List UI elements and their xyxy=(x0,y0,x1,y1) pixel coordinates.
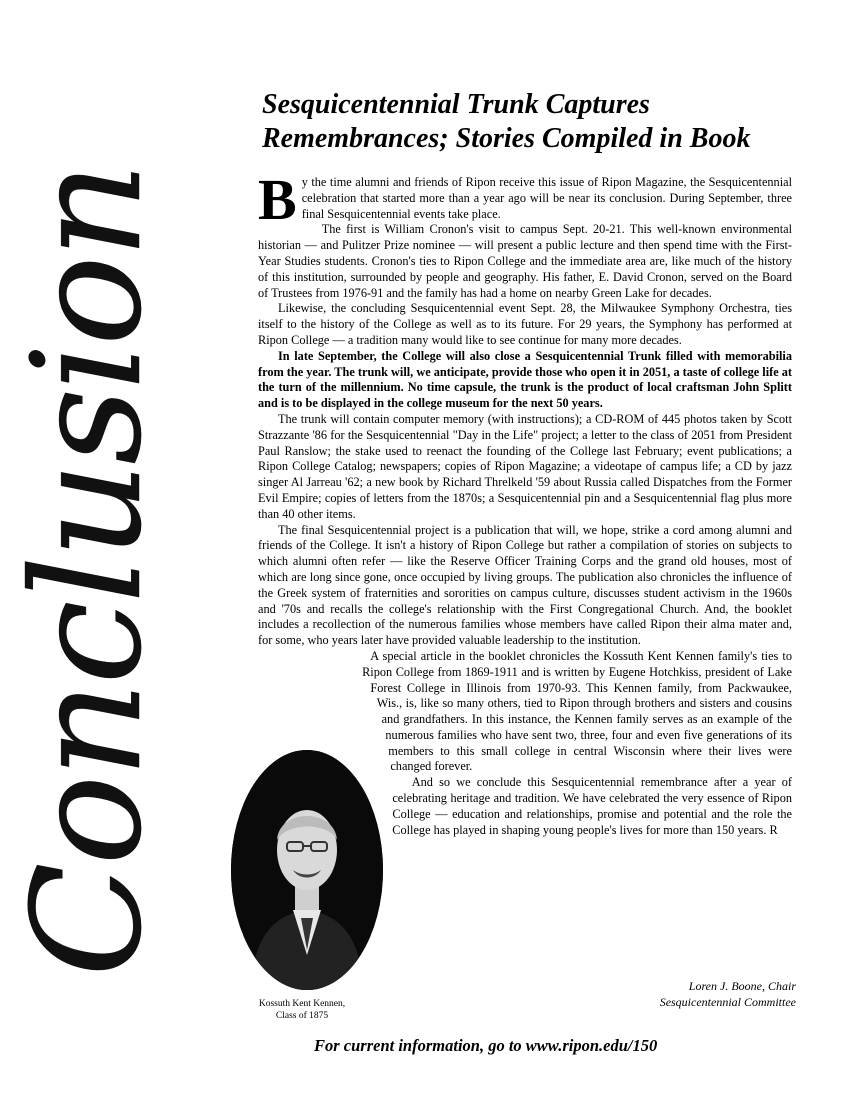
headline-line-2: Remembrances; Stories Compiled in Book xyxy=(262,123,751,154)
paragraph-3: Likewise, the concluding Sesquicentennial event Sept. 28, the Milwaukee Symphony Orchestra, ties itself to the history of the College as well as to its future. For 29 years, the Symphony has performed at Ripon College — a tradition many would like to see continue for many more decades. xyxy=(258,301,792,347)
paragraph-8: And so we conclude this Sesquicentennial remembrance after a year of celebrating heritage and tradition. We have celebrated the very essence of Ripon College — education and relationships, promise and potential and the role the College has played in shaping young people's lives for more than 150 years. R xyxy=(392,775,792,837)
paragraph-7: A special article in the booklet chronicles the Kossuth Kent Kennen family's ties to Ripon College from 1869-1911 and is written by Eugene Hotchkiss, president of Lake Forest College in Illinois from 1970-93. This Kennen family, from Packwaukee, Wis., is, like so many others, tied to Ripon through brothers and sisters and cousins and grandfathers. In this instance, the Kennen family serves as an example of the numerous families who have sent two, three, four and even five generations of its members to this small college in central Wisconsin where their lives were changed forever. xyxy=(362,648,792,774)
drop-cap: B xyxy=(258,167,297,232)
paragraph-5: The trunk will contain computer memory (with instructions); a CD-ROM of 445 photos taken by Scott Strazzante '86 for the Sesquicentennial "Day in the Life" project; a letter to the class of 2051 from President Paul Ranslow; the stake used to reenact the founding of the College last February; event publications; a Ripon College Catalog; newspapers; copies of Ripon Magazine; a videotape of campus life; a CD by jazz singer Al Jarreau '62; a new book by Richard Threlkeld '59 about Russia called Dispatches from the Former Evil Empire; copies of letters from the 1870s; a Sesquicentennial pin and a Sesquicentennial flag plus more than 40 other items. xyxy=(258,411,792,521)
kennen-portrait-photo xyxy=(231,750,383,990)
paragraph-6: The final Sesquicentennial project is a publication that will, we hope, strike a cord among alumni and friends of the College. It isn't a history of Ripon College but rather a compilation of stories on subjects to which alumni often refer — like the Reserve Officer Training Corps and the grand old houses, most of which are long since gone, once occupied by living groups. The publication also chronicles the influence of the Greek system of fraternities and sororities on campus culture, discusses student activism in the 1960s and '70s and recalls the college's relationship with the First Congregational Church. And, the booklet includes a recollection of the numerous families whose members have called Ripon their alma mater and, for some, who years later have provided valuable leadership to the institution. xyxy=(258,522,792,648)
paragraph-1: By the time alumni and friends of Ripon receive this issue of Ripon Magazine, the Sesquicentennial celebration that started more than a year ago will be near its conclusion. During September, three final Sesquicentennial events take place. xyxy=(258,167,792,232)
photo-caption xyxy=(232,998,372,1022)
paragraph-2: The first is William Cronon's visit to campus Sept. 20-21. This well-known environmental historian — and Pulitzer Prize nominee — will present a public lecture and then spend time with the First-Year Studies students. Cronon's ties to Ripon College and the immediate area are, like much of the history of this institution, surrounded by people and geography. His father, E. David Cronon, served on the Board of Trustees from 1976-91 and the family has had a home on nearby Green Lake for decades. xyxy=(258,222,792,300)
article-headline xyxy=(262,88,822,156)
end-mark: R xyxy=(769,822,778,837)
signature-committee: Sesquicentennial Committee xyxy=(659,995,796,1009)
signature-block xyxy=(660,978,796,1010)
headline-line-1: Sesquicentennial Trunk Captures xyxy=(262,89,650,120)
signature-name: Loren J. Boone, Chair xyxy=(688,979,796,993)
paragraph-4: In late September, the College will also close a Sesquicentennial Trunk filled with memorabilia from the year. The trunk will, we anticipate, provide those who open it in 2051, a taste of college life at the turn of the millennium. No time capsule, the trunk is the product of local craftsman John Splitt and is to be displayed in the college museum for the next 50 years. xyxy=(258,348,792,411)
portrait-illustration xyxy=(231,750,383,990)
footer-url-line: For current information, go to www.ripon.edu/150 xyxy=(314,1036,658,1055)
caption-name: Kossuth Kent Kennen, xyxy=(258,999,346,1009)
conclusion-script-title: Conclusion xyxy=(1,164,175,977)
caption-class: Class of 1875 xyxy=(275,1011,329,1021)
